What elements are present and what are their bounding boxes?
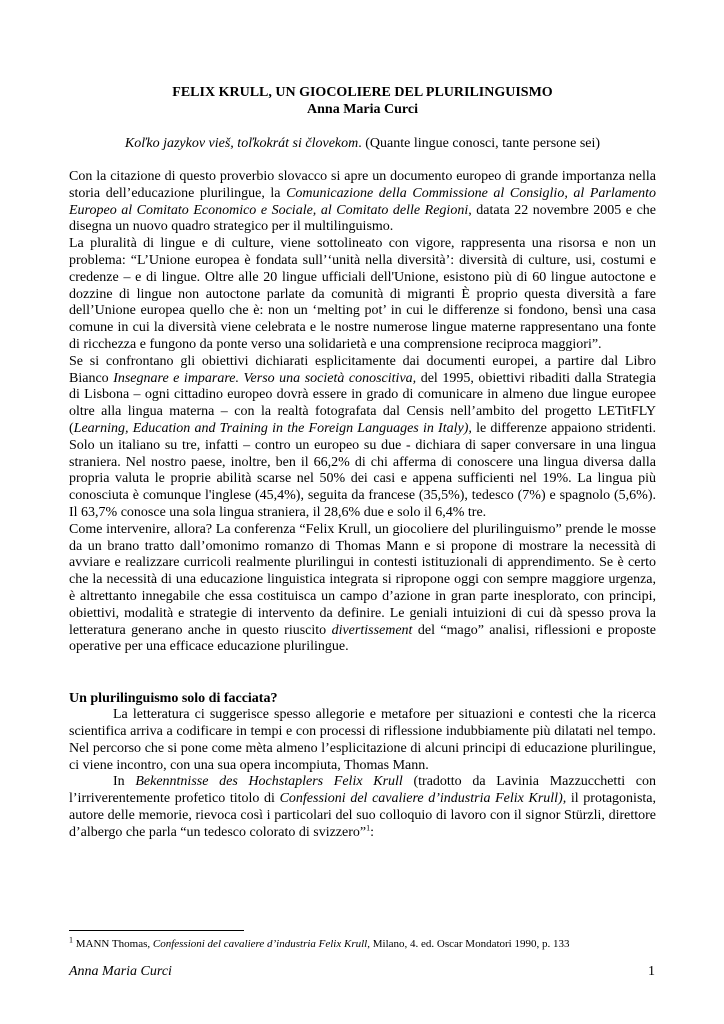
proverb-translation: . (Quante lingue conosci, tante persone sei)	[358, 136, 601, 151]
paragraph-1-italic: Comunicazione della Commissione al Consiglio, al Parlamento Europeo al Comitato Economico e Sociale, al Comitato delle Regioni	[69, 185, 656, 218]
article-body	[69, 169, 656, 841]
footnote	[69, 935, 656, 951]
paragraph-6	[69, 774, 656, 841]
document-page	[69, 84, 656, 841]
paragraph-4-text-c: del “mago” analisi, riflessioni e proposte operative per una efficace educazione plurilingue.	[69, 622, 656, 655]
footer-author: Anna Maria Curci	[69, 964, 172, 979]
paragraph-1-text-a: Con la citazione di questo proverbio slovacco si apre un documento europeo di grande importanza nella storia dell’educazione plurilingue, la	[69, 169, 656, 201]
paragraph-2: La pluralità di lingue e di culture, viene sottolineato con vigore, rappresenta una risorsa e non un problema: “L’Unione europea è fondata sull’‘unità nella diversità’: diversità di culture, usi, costumi e credenze – e di lingue. Oltre alle 20 lingue ufficiali dell'Unione, esistono più di 60 lingue autoctone e dozzine di lingue non autoctone parlate da comunità di migranti È proprio questa diversità a fare dell’Unione europea quello che è: non un ‘melting pot’ in cui le differenze si fondono, bensì una casa comune in cui la diversità viene celebrata e le nostre numerose lingue materne rappresentano una fonte di ricchezza e fungono da ponte verso una solidarietà e una comprensione reciproca maggiori”.	[69, 236, 656, 352]
section-spacer	[69, 656, 656, 690]
paragraph-3	[69, 354, 656, 522]
paragraph-3-text-c: del 1995, obiettivi ribaditi dalla Strategia di Lisbona – ogni cittadino europeo dovrà essere in grado di comunicare in almeno due lingue europee oltre alla lingua materna – con la realtà fotografata dal Censis nell’ambito del progetto LETitFLY (	[69, 370, 657, 436]
footnote-number: 1	[69, 935, 73, 945]
paragraph-1	[69, 169, 656, 236]
section-heading: Un plurilinguismo solo di facciata?	[69, 691, 278, 707]
document-author: Anna Maria Curci	[307, 102, 418, 117]
footnote-italic: Confessioni del cavaliere d’industria Felix Krull	[152, 938, 368, 950]
paragraph-3-text-e: le differenze appaiono stridenti. Solo un italiano su tre, infatti – contro un europeo su due - dichiara di saper conversare in una lingua straniera. Nel nostro paese, inoltre, ben il 66,2% di chi afferma di conoscere una lingua diversa dalla propria valuta le proprie abilità scarse nel 50% dei casi e appena sufficienti nel 19%. La lingua più conosciuta è comunque l'inglese (45,4%), seguita da francese (35,5%), tedesco (7%) e spagnolo (5,6%). Il 63,7% conosce una sola lingua straniera, il 28,6% due e solo il 6,4% tre.	[69, 420, 656, 520]
paragraph-4-text-a: Come intervenire, allora? La conferenza “Felix Krull, un giocoliere del plurilinguismo” prende le mosse da un brano tratto dall’omonimo romanzo di Thomas Mann e si propone di mostrare la necessità di avviare e realizzare curricoli realmente plurilingui in contesti istituzionali di apprendimento. Se è certo che la necessità di una educazione linguistica integrata si ripropone oggi con sempre maggiore urgenza, è altrettanto innegabile che essa costituisca un campo d’azione in gran parte inesplorato, con principi, obiettivi, modalità e strategie di intervento da definire. Le geniali intuizioni di cui dà spesso prova la letteratura generano anche in questo riuscito	[69, 521, 656, 638]
paragraph-6-text-e: il protagonista, autore delle memorie, rievoca così i particolari del suo colloquio di lavoro con il signor Stürzli, direttore d’albergo che parla “un tedesco colorato di svizzero”	[69, 791, 657, 840]
proverb-line	[69, 135, 656, 152]
paragraph-6-italic-d: Confessioni del cavaliere d’industria Felix Krull),	[279, 791, 567, 807]
paragraph-5: La letteratura ci suggerisce spesso allegorie e metafore per situazioni e contesti che la ricerca scientifica arriva a codificare in tempi e con processi di riflessione indubbiamente più dilatati nel tempo. Nel percorso che si pone come mèta almeno l’esplicitazione di alcuni principi di educazione plurilingue, ci viene incontro, con una sua opera incompiuta, Thomas Mann.	[69, 707, 656, 773]
paragraph-4	[69, 522, 656, 656]
footnote-separator	[69, 930, 244, 931]
paragraph-6-text-c: (tradotto da Lavinia Mazzucchetti con l’irriverentemente profetico titolo di	[69, 774, 656, 807]
paragraph-3-italic-b: Insegnare e imparare. Verso una società conoscitiva,	[113, 370, 417, 386]
footnote-text-c: , Milano, 4. ed. Oscar Mondatori 1990, p. 133	[367, 938, 570, 950]
proverb-slovak: Koľko jazykov vieš, toľkokrát si človekom	[124, 136, 359, 151]
paragraph-6-text-a: In	[113, 774, 136, 790]
document-title: FELIX KRULL, UN GIOCOLIERE DEL PLURILINGUISMO	[172, 85, 553, 100]
paragraph-4-italic: divertissement	[331, 622, 413, 638]
paragraph-1-text-c: , datata 22 novembre 2005 e che disegna un nuovo quadro strategico per il multilinguismo.	[69, 202, 656, 235]
paragraph-6-text-f: :	[370, 824, 374, 840]
paragraph-6-italic-b: Bekenntnisse des Hochstaplers Felix Krull	[135, 774, 403, 790]
page-number: 1	[648, 964, 655, 979]
footnote-reference[interactable]: 1	[366, 823, 371, 833]
footnote-text-a: MANN Thomas,	[73, 938, 153, 950]
paragraph-3-text-a: Se si confrontano gli obiettivi dichiarati esplicitamente dai documenti europei, a partire dal Libro Bianco	[69, 353, 656, 386]
paragraph-3-italic-d: Learning, Education and Training in the Foreign Languages in Italy),	[73, 420, 472, 436]
